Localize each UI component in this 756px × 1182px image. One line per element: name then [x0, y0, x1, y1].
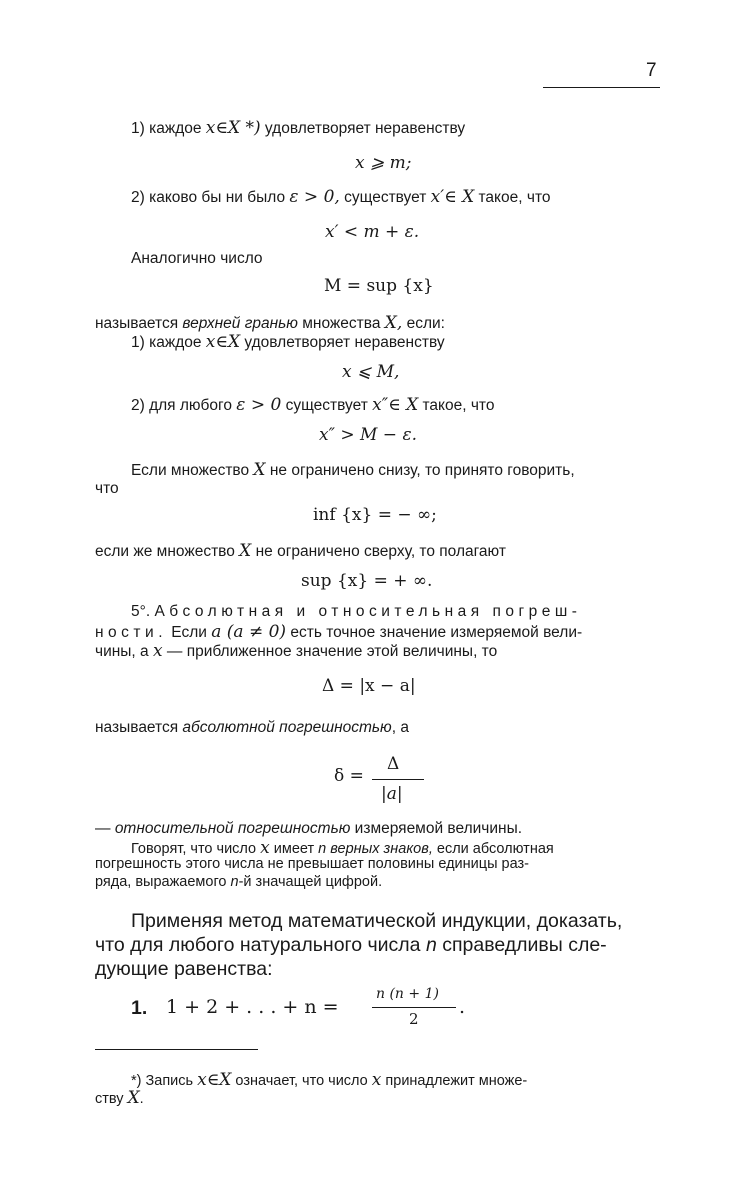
- section-5-heading-line: 5°. Абсолютная и относительная погреш-: [131, 603, 582, 620]
- sup-analog-text: Аналогично число: [131, 250, 263, 267]
- footnote-mark: *): [131, 1073, 142, 1089]
- inf-minus-infinity-eq: inf {x} = − ∞;: [313, 505, 437, 525]
- sup-plus-infinity-eq: sup {x} = + ∞.: [301, 571, 433, 591]
- relative-error-lhs: δ =: [334, 766, 364, 786]
- math-x-in-X: x∈X *): [205, 118, 261, 138]
- section-5-title: Абсолютная и относительная погреш-: [154, 603, 582, 620]
- sup-condition-2: 2) для любого ε > 0 существует x″∈ X такое, что: [131, 395, 495, 415]
- inf-inequality-2: x′ < m + ε.: [325, 222, 420, 242]
- term-absolute-error: абсолютной погрешностью: [182, 719, 392, 736]
- term-correct-digits: n верных знаков,: [318, 841, 433, 857]
- unbounded-above-line: если же множество X не ограничено сверху, то полагают: [95, 541, 506, 561]
- term-upper-bound: верхней гранью: [182, 315, 298, 332]
- exact-digits-line-3: ряда, выражаемого n-й значащей цифрой.: [95, 874, 383, 890]
- absolute-error-eq: Δ = |x − a|: [322, 676, 416, 696]
- footnote-line-1: *) Запись x∈X означает, что число x принадлежит множе-: [131, 1070, 528, 1090]
- problem-intro-line-3: дующие равенства:: [95, 958, 273, 980]
- inf-inequality-1: x ⩾ m;: [355, 153, 412, 173]
- relative-error-fraction-bar: [372, 779, 424, 780]
- inf-condition-1: 1) каждое x∈X *) удовлетворяет неравенству: [131, 118, 466, 138]
- header-rule: [543, 87, 660, 88]
- unbounded-below-line: Если множество X не ограничено снизу, то принято говорить,: [131, 460, 575, 480]
- footnote-line-2: ству X.: [95, 1088, 144, 1108]
- sup-inequality-1: x ⩽ M,: [342, 362, 400, 382]
- sup-condition-1: 1) каждое x∈X удовлетворяет неравенству: [131, 332, 445, 352]
- inf-condition-2: 2) каково бы ни было ε > 0, существует x′∈ X такое, что: [131, 187, 551, 207]
- term-relative-error: относительной погрешностью: [114, 820, 351, 837]
- unbounded-below-cont: что: [95, 480, 119, 497]
- problem-item-denominator: 2: [409, 1010, 419, 1028]
- exact-digits-line-1: Говорят, что число x имеет n верных знаков, если абсолютная: [131, 838, 554, 858]
- relative-error-numerator: Δ: [387, 754, 400, 774]
- errors-line-2: чины, а x — приближенное значение этой величины, то: [95, 641, 498, 661]
- sup-inequality-2: x″ > M − ε.: [319, 425, 417, 445]
- problem-item-number: 1.: [131, 997, 148, 1019]
- problem-intro-line-2: что для любого натурального числа n справедливы сле-: [95, 934, 607, 956]
- relative-error-denominator: |a|: [381, 784, 403, 804]
- problem-item-period: .: [459, 996, 466, 1018]
- page-number: 7: [646, 60, 657, 81]
- problem-item-lhs: 1 + 2 + . . . + n =: [166, 996, 339, 1018]
- absolute-error-def: называется абсолютной погрешностью, а: [95, 719, 409, 736]
- sup-definition-eq: M = sup {x}: [324, 276, 434, 296]
- sup-called-line: называется верхней гранью множества X, если:: [95, 313, 445, 333]
- relative-error-def: — относительной погрешностью измеряемой величины.: [95, 820, 523, 837]
- exact-digits-line-2: погрешность этого числа не превышает половины единицы раз-: [95, 856, 529, 872]
- problem-item-fraction-bar: [372, 1007, 456, 1008]
- problem-item-numerator: n (n + 1): [376, 986, 439, 1002]
- problem-intro-line-1: Применяя метод математической индукции, доказать,: [131, 910, 623, 932]
- errors-line-1: ности. Если a (a ≠ 0) есть точное значение измеряемой вели-: [95, 622, 583, 642]
- footnote-rule: [95, 1049, 258, 1050]
